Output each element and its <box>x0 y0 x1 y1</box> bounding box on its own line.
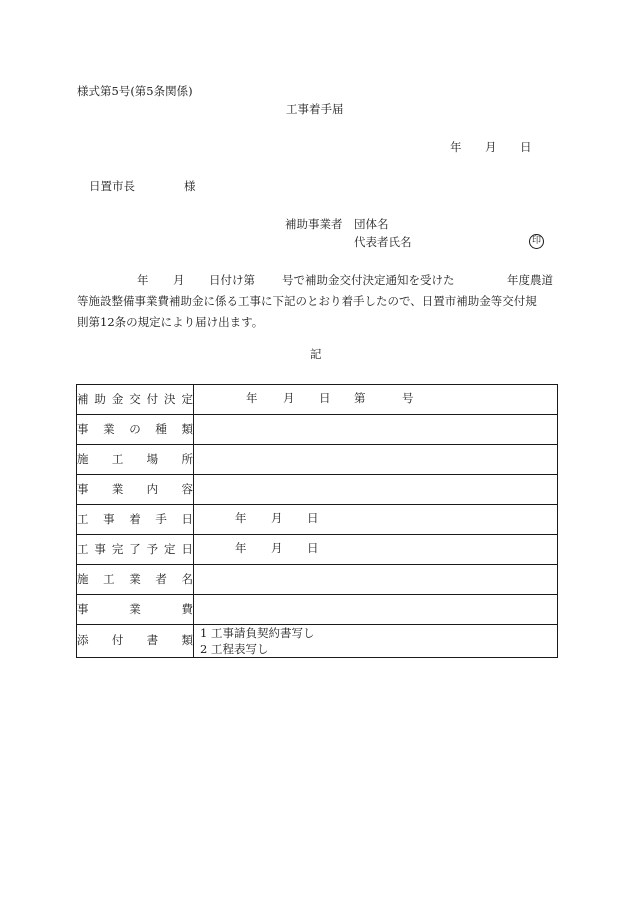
row-label <box>77 391 193 406</box>
decision-month: 月 <box>283 390 295 405</box>
label-char: 金 <box>111 391 124 406</box>
row-label-cell <box>77 565 194 595</box>
label-char: 事 <box>77 481 89 496</box>
attachment-item: 1 工事請負契約書写し <box>200 626 315 640</box>
label-char: 日 <box>181 511 193 526</box>
label-char: 類 <box>181 633 193 648</box>
label-char: 工 <box>77 511 89 526</box>
label-char: 事 <box>77 421 89 436</box>
label-char: 場 <box>146 451 159 466</box>
label-char: 業 <box>111 481 124 496</box>
label-char: 工 <box>77 541 89 556</box>
body-issue: 号で補助金交付決定通知を受けた <box>282 273 455 287</box>
row-label <box>77 481 193 496</box>
addressee-honorific: 様 <box>184 179 196 193</box>
completion-day: 日 <box>307 540 319 555</box>
start-day: 日 <box>307 510 319 525</box>
row-label <box>77 511 193 526</box>
document-title: 工事着手届 <box>286 102 344 116</box>
table-row <box>77 475 558 505</box>
project-cost-value-cell <box>194 595 558 625</box>
label-char: 添 <box>77 633 89 648</box>
label-char: 類 <box>181 421 193 436</box>
applicant-label: 補助事業者 <box>285 217 343 231</box>
decision-year: 年 <box>246 390 258 405</box>
label-char: 交 <box>129 391 141 406</box>
date-day-label: 日 <box>520 140 532 154</box>
label-char: 業 <box>103 421 115 436</box>
label-char: 助 <box>94 391 106 406</box>
decision-value-cell <box>194 385 558 415</box>
label-char: 施 <box>77 571 89 586</box>
decision-go: 号 <box>402 390 414 405</box>
label-char: の <box>129 421 141 436</box>
table-row <box>77 505 558 535</box>
label-char: 日 <box>181 541 193 556</box>
row-label-cell <box>77 445 194 475</box>
attachments-value-cell <box>194 625 558 658</box>
label-char: 内 <box>146 481 159 496</box>
label-char: 事 <box>94 541 106 556</box>
row-label-cell <box>77 625 194 658</box>
row-label-cell <box>77 595 194 625</box>
table-row <box>77 595 558 625</box>
row-label-cell <box>77 475 194 505</box>
table-row <box>77 445 558 475</box>
decision-dai: 第 <box>354 390 366 405</box>
row-label <box>77 571 193 586</box>
body-line-2: 等施設整備事業費補助金に係る工事に下記のとおり着手したので、日置市補助金等交付規 <box>77 294 537 308</box>
label-char: 手 <box>155 511 167 526</box>
row-label-cell <box>77 385 194 415</box>
table-row <box>77 385 558 415</box>
table-row <box>77 535 558 565</box>
label-char: 予 <box>146 541 159 556</box>
label-char: 業 <box>129 571 141 586</box>
row-label <box>77 421 193 436</box>
body-month: 月 <box>173 273 185 287</box>
body-line-3: 則第12条の規定により届け出ます。 <box>77 315 264 329</box>
table-row <box>77 415 558 445</box>
label-char: 付 <box>111 633 124 648</box>
label-char: 事 <box>77 601 89 616</box>
completion-date-value-cell <box>194 535 558 565</box>
body-year: 年 <box>137 273 149 287</box>
row-label-cell <box>77 505 194 535</box>
body-fiscal-year: 年度農道 <box>507 273 553 287</box>
start-year: 年 <box>235 510 247 525</box>
row-label-cell <box>77 535 194 565</box>
label-char: 補 <box>77 391 89 406</box>
construction-site-value-cell <box>194 445 558 475</box>
label-char: 完 <box>111 541 124 556</box>
row-label <box>77 541 193 556</box>
organization-name-label: 団体名 <box>354 217 389 231</box>
body-date-ref: 日付け第 <box>209 273 255 287</box>
date-month-label: 月 <box>485 140 497 154</box>
label-char: 書 <box>146 633 159 648</box>
row-label <box>77 451 193 466</box>
contractor-value-cell <box>194 565 558 595</box>
label-char: 決 <box>164 391 176 406</box>
table-row <box>77 565 558 595</box>
label-char: 了 <box>129 541 141 556</box>
label-char: 種 <box>155 421 167 436</box>
form-number: 様式第5号(第5条関係) <box>77 84 193 98</box>
form-table <box>76 384 558 658</box>
date-year-label: 年 <box>450 140 462 154</box>
seal-mark: 印 <box>529 234 544 249</box>
start-date-value-cell <box>194 505 558 535</box>
label-char: 付 <box>146 391 159 406</box>
project-type-value-cell <box>194 415 558 445</box>
label-char: 名 <box>181 571 193 586</box>
label-char: 着 <box>129 511 141 526</box>
label-char: 所 <box>181 451 193 466</box>
label-char: 工 <box>111 451 124 466</box>
row-label <box>77 601 193 616</box>
representative-name-label: 代表者氏名 <box>354 235 412 249</box>
label-char: 費 <box>181 601 193 616</box>
ki-heading: 記 <box>310 347 322 361</box>
addressee-name: 日置市長 <box>89 179 135 193</box>
row-label-cell <box>77 415 194 445</box>
completion-month: 月 <box>271 540 283 555</box>
label-char: 事 <box>103 511 115 526</box>
table-row <box>77 625 558 658</box>
attachment-item: 2 工程表写し <box>200 642 269 656</box>
label-char: 定 <box>181 391 193 406</box>
start-month: 月 <box>271 510 283 525</box>
completion-year: 年 <box>235 540 247 555</box>
label-char: 施 <box>77 451 89 466</box>
row-label <box>77 635 193 647</box>
label-char: 工 <box>103 571 115 586</box>
label-char: 定 <box>164 541 176 556</box>
label-char: 者 <box>155 571 167 586</box>
label-char: 業 <box>129 601 141 616</box>
project-content-value-cell <box>194 475 558 505</box>
decision-day: 日 <box>319 390 331 405</box>
label-char: 容 <box>181 481 193 496</box>
